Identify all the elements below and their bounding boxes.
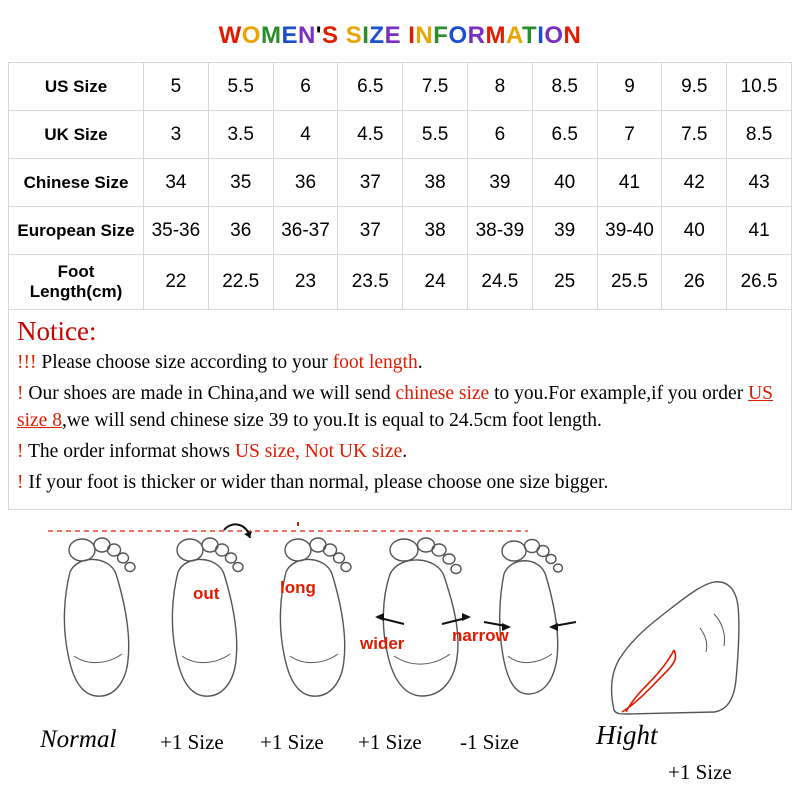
- table-cell: 22: [144, 255, 209, 310]
- table-cell: 5.5: [208, 63, 273, 111]
- row-header: European Size: [9, 207, 144, 255]
- table-cell: 9.5: [662, 63, 727, 111]
- row-header: [9, 255, 144, 310]
- row-header: US Size: [9, 63, 144, 111]
- table-cell: 41: [727, 207, 792, 255]
- table-cell: 38: [403, 207, 468, 255]
- notice-heading: Notice:: [17, 316, 97, 346]
- table-cell: 26.5: [727, 255, 792, 310]
- notice-text: ,we will send chinese size 39 to you.It is equal to 24.5cm foot length.: [61, 410, 602, 432]
- notice-text: Our shoes are made in China,and we will send: [23, 382, 396, 404]
- table-cell: 39-40: [597, 207, 662, 255]
- table-cell: 7: [597, 111, 662, 159]
- table-cell: 22.5: [208, 255, 273, 310]
- title-letter: A: [505, 22, 523, 49]
- title-letter: [339, 22, 346, 49]
- table-row: [9, 159, 792, 207]
- notice-text: If your foot is thicker or wider than normal, please choose one size bigger.: [23, 471, 609, 493]
- table-cell: 43: [727, 159, 792, 207]
- table-row: [9, 63, 792, 111]
- title-letter: ': [315, 22, 323, 49]
- notice-text: foot length: [332, 352, 418, 373]
- title-letter: M: [260, 22, 282, 49]
- table-cell: 39: [532, 207, 597, 255]
- table-cell: 39: [467, 159, 532, 207]
- title-letter: S: [322, 22, 339, 49]
- table-cell: 25.5: [597, 255, 662, 310]
- row-header-line: Length(cm): [29, 282, 123, 301]
- caption-normal: Normal: [40, 726, 117, 754]
- title-letter: E: [281, 22, 298, 49]
- table-cell: 35: [208, 159, 273, 207]
- table-cell: 23.5: [338, 255, 403, 310]
- notice-text: !: [17, 382, 24, 404]
- title-letter: O: [448, 22, 468, 49]
- caption-plus-one-b: +1 Size: [260, 730, 324, 755]
- title-letter: F: [433, 22, 449, 49]
- table-cell: 8.5: [532, 63, 597, 111]
- title-letter: T: [522, 22, 538, 49]
- table-cell: 3: [144, 111, 209, 159]
- table-cell: 42: [662, 159, 727, 207]
- table-cell: 23: [273, 255, 338, 310]
- title-letter: N: [297, 22, 316, 49]
- size-table-wrapper: [8, 62, 792, 310]
- notice-box: [8, 310, 792, 510]
- notice-text: US size 8: [17, 382, 774, 432]
- title-letter: W: [218, 22, 242, 49]
- table-cell: 36: [273, 159, 338, 207]
- notice-line: [17, 349, 785, 377]
- table-cell: 8: [467, 63, 532, 111]
- row-header: Chinese Size: [9, 159, 144, 207]
- caption-height: Hight: [596, 720, 658, 751]
- notice-text: !: [17, 471, 24, 493]
- title-letter: O: [544, 22, 564, 49]
- table-cell: 26: [662, 255, 727, 310]
- row-header-line: Foot: [57, 262, 95, 282]
- notice-text: Please choose size according to your: [36, 352, 333, 373]
- title-letter: R: [467, 22, 486, 49]
- table-row: [9, 207, 792, 255]
- title-letter: I: [537, 22, 545, 49]
- table-row: [9, 255, 792, 310]
- table-cell: 37: [338, 159, 403, 207]
- annotation-long: long: [280, 578, 316, 598]
- table-cell: 36: [208, 207, 273, 255]
- notice-line: [17, 438, 785, 466]
- notice-text: !: [17, 441, 24, 463]
- table-cell: 25: [532, 255, 597, 310]
- caption-height-sub: +1 Size: [668, 760, 732, 785]
- table-cell: 40: [532, 159, 597, 207]
- annotation-narrow: narrow: [452, 626, 509, 646]
- caption-plus-one-a: +1 Size: [160, 730, 224, 755]
- title-letter: O: [241, 22, 261, 49]
- annotation-out: out: [193, 584, 220, 604]
- table-cell: 5.5: [403, 111, 468, 159]
- table-cell: 24.5: [467, 255, 532, 310]
- table-cell: 40: [662, 207, 727, 255]
- table-row: [9, 111, 792, 159]
- table-cell: 7.5: [662, 111, 727, 159]
- table-cell: 24: [403, 255, 468, 310]
- title-letter: M: [485, 22, 506, 49]
- title-letter: N: [563, 22, 582, 49]
- table-cell: 38: [403, 159, 468, 207]
- title-letter: E: [384, 22, 402, 49]
- table-cell: 6.5: [338, 63, 403, 111]
- annotation-wider: wider: [360, 634, 405, 654]
- title-letter: I: [408, 22, 416, 49]
- table-cell: 38-39: [467, 207, 532, 255]
- notice-text: The order informat shows: [23, 441, 235, 463]
- title-letter: S: [345, 22, 363, 49]
- notice-text: .: [402, 441, 408, 463]
- title-letter: N: [415, 22, 434, 49]
- table-cell: 4.5: [338, 111, 403, 159]
- notice-line: [17, 380, 785, 435]
- table-cell: 34: [144, 159, 209, 207]
- notice-line: [17, 469, 785, 497]
- table-cell: 8.5: [727, 111, 792, 159]
- table-cell: 37: [338, 207, 403, 255]
- table-cell: 5: [144, 63, 209, 111]
- table-cell: 36-37: [273, 207, 338, 255]
- notice-text: to you.For example,if you order: [489, 382, 749, 404]
- notice-text: .: [417, 352, 423, 373]
- table-cell: 35-36: [144, 207, 209, 255]
- table-cell: 10.5: [727, 63, 792, 111]
- page-title: [0, 0, 800, 62]
- notice-text: US size, Not UK size: [234, 441, 403, 463]
- notice-text: !!!: [17, 352, 37, 373]
- caption-minus-one: -1 Size: [460, 730, 519, 755]
- title-letter: Z: [369, 22, 385, 49]
- table-cell: 41: [597, 159, 662, 207]
- table-cell: 3.5: [208, 111, 273, 159]
- table-cell: 7.5: [403, 63, 468, 111]
- table-cell: 4: [273, 111, 338, 159]
- row-header: UK Size: [9, 111, 144, 159]
- size-table: [8, 62, 792, 310]
- foot-illustration: [8, 522, 792, 785]
- table-cell: 6: [467, 111, 532, 159]
- caption-plus-one-c: +1 Size: [358, 730, 422, 755]
- table-cell: 6.5: [532, 111, 597, 159]
- notice-text: chinese size: [395, 382, 490, 404]
- table-cell: 6: [273, 63, 338, 111]
- title-letter: I: [362, 22, 370, 49]
- table-cell: 9: [597, 63, 662, 111]
